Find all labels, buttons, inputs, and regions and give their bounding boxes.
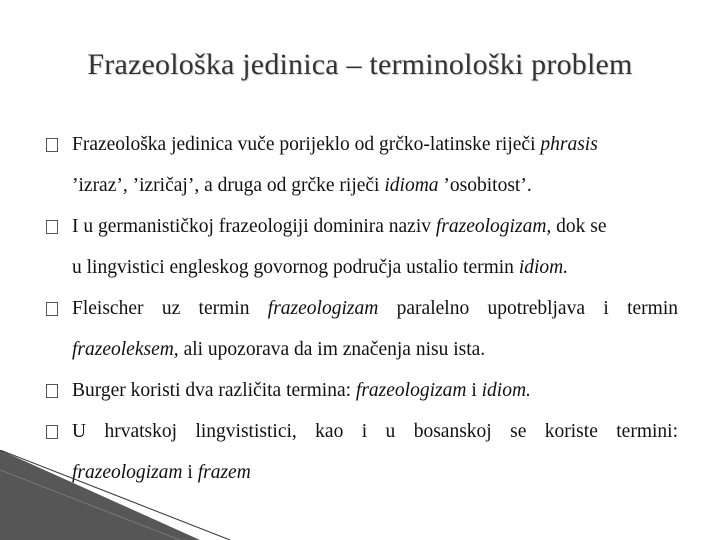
bullet-box-icon [46,220,58,234]
corner-decoration [0,450,720,540]
bullet-line: frazeologizam i frazem [72,462,251,483]
bullet-line: frazeoleksem, ali upozorava da im značenja nisu ista. [72,339,486,360]
bullet-line: Burger koristi dva različita termina: frazeologizam i idiom. [72,380,531,401]
bullet-box-icon [46,425,58,439]
bullet-box-icon [46,302,58,316]
bullet-box-icon [46,138,58,152]
bullet-line: U hrvatskoj lingvististici, kao i u bosanskoj se koriste termini: [72,421,678,442]
bullet-line: Frazeološka jedinica vuče porijeklo od grčko-latinske riječi phrasis [72,134,598,155]
bullet-item-4 [46,370,678,411]
slide-title: Frazeološka jedinica – terminološki problem [87,48,633,81]
bullet-item-1 [46,124,678,206]
bullet-item-3 [46,288,678,370]
bullet-box-icon [46,384,58,398]
bullet-line: Fleischer uz termin frazeologizam paralelno upotrebljava i termin [72,298,678,319]
bullet-line: I u germanističkoj frazeologiji dominira naziv frazeologizam, dok se [72,216,607,237]
bullet-item-2 [46,206,678,288]
bullet-list [46,124,678,493]
bullet-line: ’izraz’, ’izričaj’, a druga od grčke riječi idioma ’osobitost’. [72,175,532,196]
bullet-line: u lingvistici engleskog govornog područja ustalio termin idiom. [72,257,569,278]
corner-triangle-light [0,460,160,540]
